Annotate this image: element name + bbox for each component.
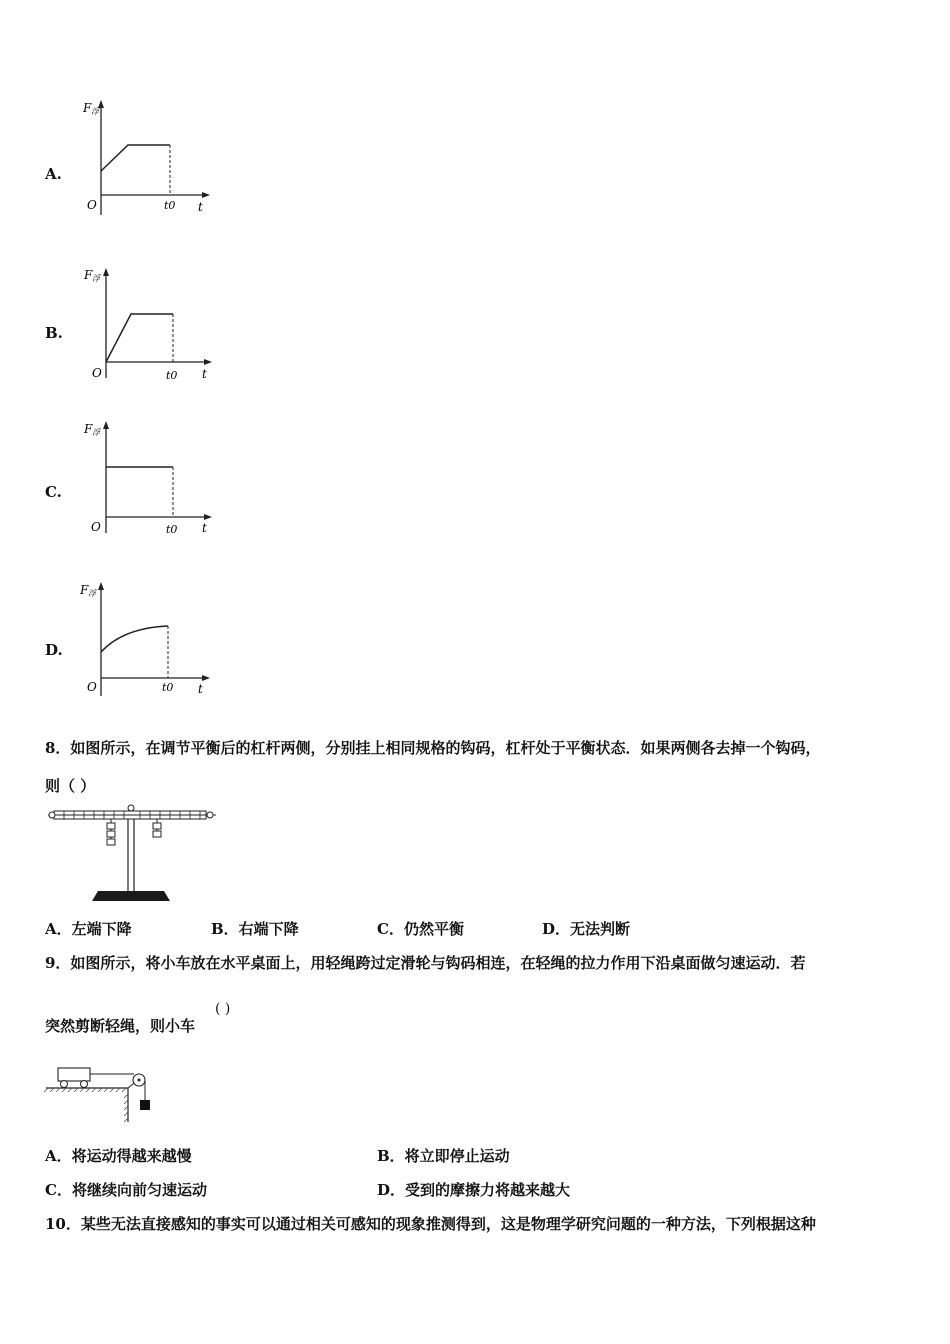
q8-text-line1: 8．如图所示，在调节平衡后的杠杆两侧，分别挂上相同规格的钩码，杠杆处于平衡状态．如果两侧各去掉一个钩码，: [45, 739, 821, 757]
graph-d: [78, 578, 218, 703]
option-a-label: A.: [45, 165, 62, 183]
y-axis-subscript: 浮: [92, 428, 100, 437]
x-axis-label: t: [198, 682, 203, 696]
q8-option-a[interactable]: A．左端下降: [45, 920, 132, 938]
q8-text-line2: 则（ ）: [45, 777, 96, 795]
t0-label: t0: [164, 199, 176, 212]
t0-label: t0: [166, 369, 178, 382]
graph-b: [78, 262, 218, 387]
q8-option-d[interactable]: D．无法判断: [542, 920, 631, 938]
y-axis-label: F: [83, 101, 92, 115]
q9-option-d[interactable]: D．受到的摩擦力将越来越大: [377, 1181, 571, 1199]
t0-label: t0: [166, 523, 178, 536]
y-axis-subscript: 浮: [91, 107, 99, 116]
option-b-label: B.: [45, 324, 63, 342]
q8-option-b[interactable]: B．右端下降: [211, 920, 299, 938]
graph-c: [78, 417, 218, 542]
x-axis-label: t: [198, 200, 203, 214]
origin-label: O: [87, 198, 97, 212]
graph-a: [78, 95, 218, 220]
q10-text-line1: 10．某些无法直接感知的事实可以通过相关可感知的现象推测得到，这是物理学研究问题的一种方法，下列根据这种: [45, 1215, 816, 1233]
option-d-label: D.: [45, 641, 63, 659]
x-axis-label: t: [202, 521, 207, 535]
q9-option-a[interactable]: A．将运动得越来越慢: [45, 1147, 192, 1165]
y-axis-subscript: 浮: [88, 589, 96, 598]
y-axis-subscript: 浮: [92, 274, 100, 283]
q9-text-line1: 9．如图所示，将小车放在水平桌面上，用轻绳跨过定滑轮与钩码相连，在轻绳的拉力作用下沿桌面做匀速运动．若: [45, 954, 806, 972]
cart-pulley-diagram: [44, 1058, 164, 1126]
q9-answer-paren: ( ): [215, 1001, 231, 1017]
y-axis-label: F: [80, 583, 89, 597]
lever-diagram: [44, 803, 224, 905]
x-axis-label: t: [202, 367, 207, 381]
option-c-label: C.: [45, 483, 62, 501]
q9-option-c[interactable]: C．将继续向前匀速运动: [45, 1181, 207, 1199]
q9-text-line2: 突然剪断轻绳，则小车: [45, 1017, 196, 1035]
q9-option-b[interactable]: B．将立即停止运动: [377, 1147, 510, 1165]
t0-label: t0: [162, 681, 174, 694]
origin-label: O: [87, 680, 97, 694]
origin-label: O: [92, 366, 102, 380]
origin-label: O: [91, 520, 101, 534]
y-axis-label: F: [84, 268, 93, 282]
q8-option-c[interactable]: C．仍然平衡: [377, 920, 464, 938]
y-axis-label: F: [84, 422, 93, 436]
